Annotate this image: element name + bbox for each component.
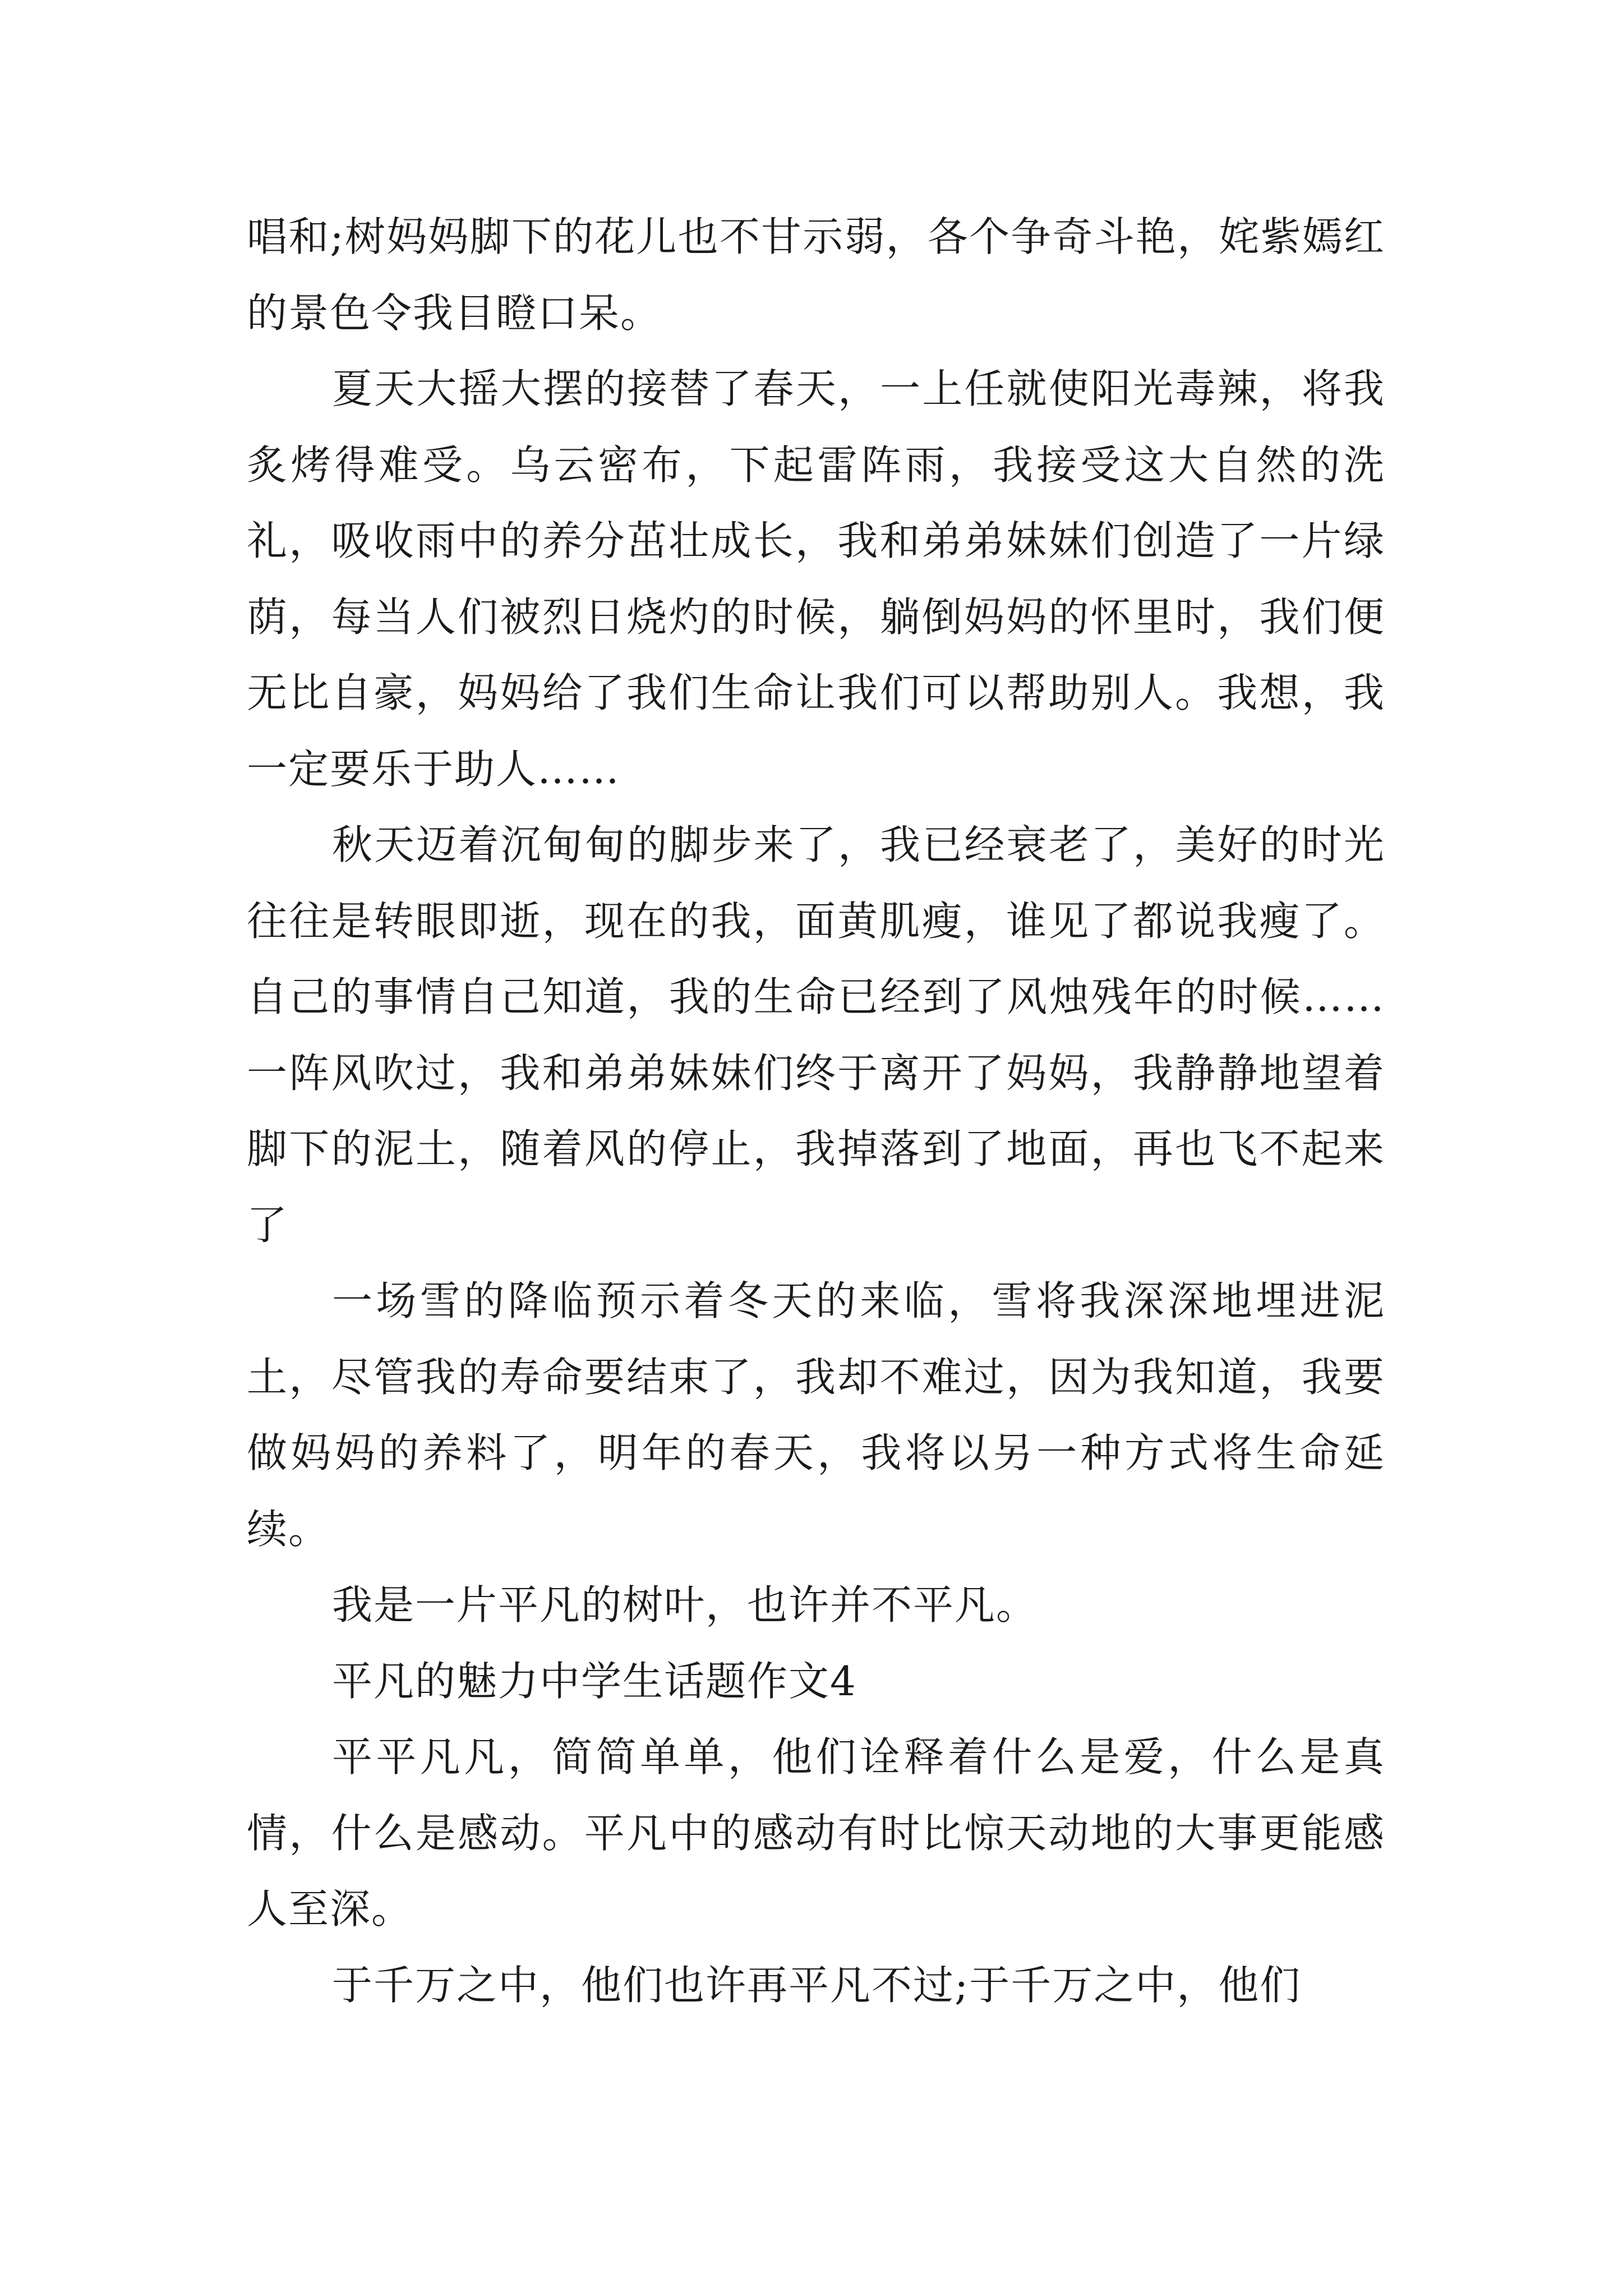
- section-heading: 平凡的魅力中学生话题作文4: [332, 1657, 857, 1705]
- paragraph-1: 唱和;树妈妈脚下的花儿也不甘示弱，各个争奇斗艳，姹紫嫣红的景色令我目瞪口呆。: [247, 213, 1385, 337]
- paragraph-7: 于千万之中，他们也许再平凡不过;于千万之中，他们: [332, 1961, 1302, 2009]
- paragraph-3: 秋天迈着沉甸甸的脚步来了，我已经衰老了，美好的时光往往是转眼即逝，现在的我，面黄肌瘦，谁见了都说我瘦了。自己的事情自己知道，我的生命已经到了风烛残年的时候……一阵风吹过，我和弟弟妹妹们终于离开了妈妈，我静静地望着脚下的泥土，随着风的停止，我掉落到了地面，再也飞不起来了: [247, 821, 1385, 1249]
- paragraph-2: 夏天大摇大摆的接替了春天，一上任就使阳光毒辣，将我炙烤得难受。乌云密布，下起雷阵雨，我接受这大自然的洗礼，吸收雨中的养分茁壮成长，我和弟弟妹妹们创造了一片绿荫，每当人们被烈日烧灼的时候，躺倒妈妈的怀里时，我们便无比自豪，妈妈给了我们生命让我们可以帮助别人。我想，我一定要乐于助人……: [247, 365, 1385, 793]
- paragraph-4: 一场雪的降临预示着冬天的来临，雪将我深深地埋进泥土，尽管我的寿命要结束了，我却不难过，因为我知道，我要做妈妈的养料了，明年的春天，我将以另一种方式将生命延续。: [247, 1277, 1385, 1553]
- paragraph-6: 平平凡凡，简简单单，他们诠释着什么是爱，什么是真情，什么是感动。平凡中的感动有时比惊天动地的大事更能感人至深。: [247, 1733, 1385, 1932]
- essay-body: [247, 199, 1385, 2023]
- paragraph-5: 我是一片平凡的树叶，也许并不平凡。: [332, 1581, 1038, 1628]
